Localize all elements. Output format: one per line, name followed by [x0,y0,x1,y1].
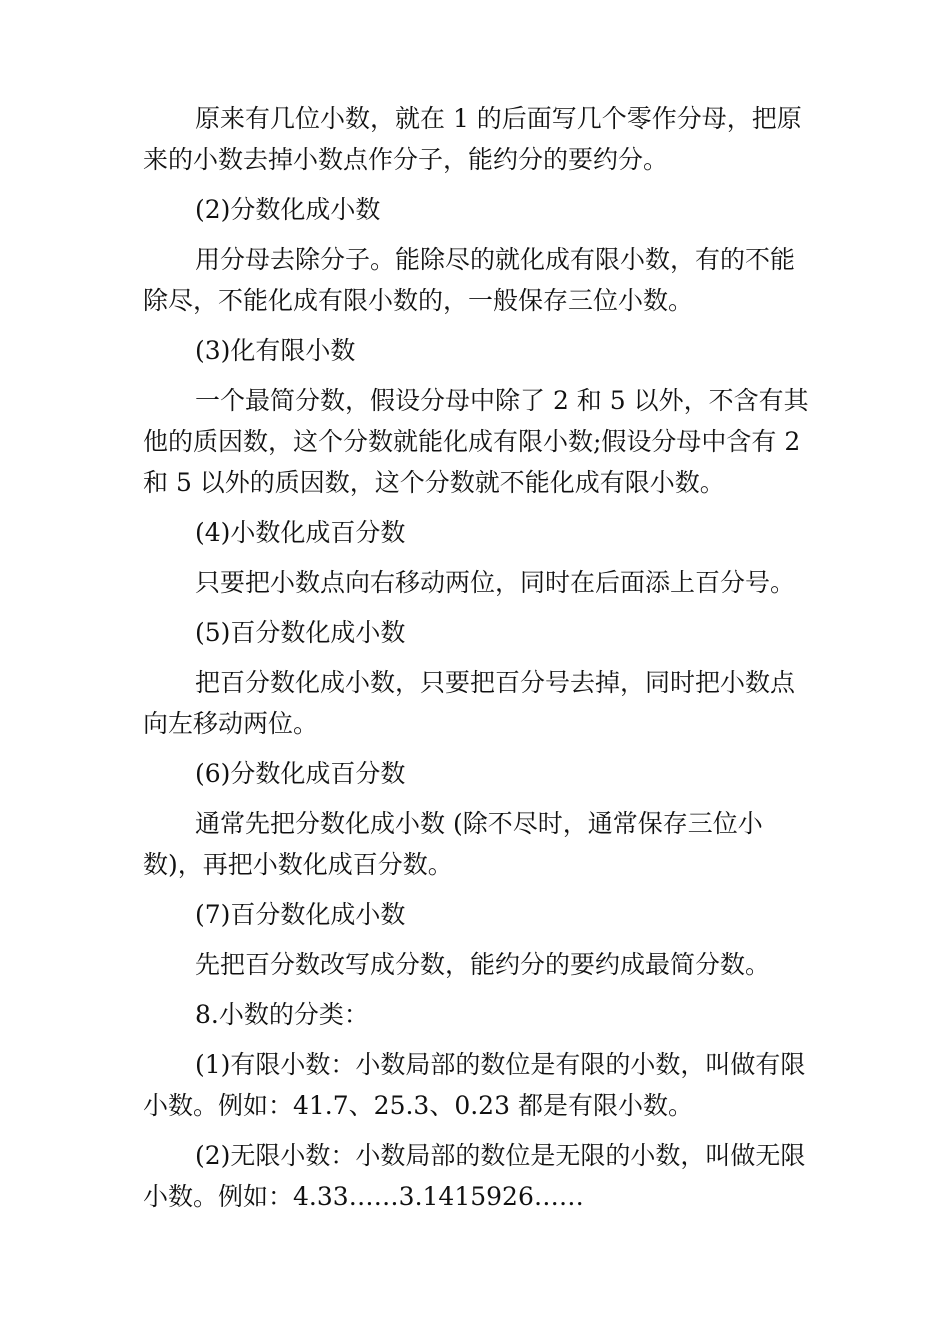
heading-percent-to-decimal-2: (7)百分数化成小数 [195,900,406,929]
paragraph-fraction-to-percent: 通常先把分数化成小数 (除不尽时，通常保存三位小数)，再把小数化成百分数。 [143,809,763,879]
paragraph-finite-decimal-definition: (1)有限小数：小数局部的数位是有限的小数，叫做有限小数。例如：41.7、25.3、0.23 都是有限小数。 [143,1050,806,1120]
paragraph-finite-decimal: 一个最简分数，假设分母中除了 2 和 5 以外，不含有其他的质因数，这个分数就能化成有限小数;假设分母中含有 2 和 5 以外的质因数，这个分数就不能化成有限小数。 [143,386,809,497]
heading-decimal-to-percent: (4)小数化成百分数 [195,518,406,547]
paragraph-infinite-decimal-definition: (2)无限小数：小数局部的数位是无限的小数，叫做无限小数。例如：4.33……3.1415926…… [143,1141,806,1211]
heading-finite-decimal: (3)化有限小数 [195,336,356,365]
heading-percent-to-decimal: (5)百分数化成小数 [195,618,406,647]
paragraph-percent-to-decimal: 把百分数化成小数，只要把百分号去掉，同时把小数点向左移动两位。 [143,668,796,738]
document-body [143,98,811,1226]
paragraph-fraction-conversion-rule: 原来有几位小数，就在 1 的后面写几个零作分母，把原来的小数去掉小数点作分子，能约分的要约分。 [143,104,802,174]
paragraph-decimal-to-percent: 只要把小数点向右移动两位，同时在后面添上百分号。 [195,568,796,597]
heading-fraction-to-percent: (6)分数化成百分数 [195,759,406,788]
paragraph-percent-to-fraction: 先把百分数改写成分数，能约分的要约成最简分数。 [195,950,771,979]
paragraph-fraction-to-decimal: 用分母去除分子。能除尽的就化成有限小数，有的不能除尽，不能化成有限小数的，一般保存三位小数。 [143,245,796,315]
heading-decimal-classification: 8.小数的分类： [195,1000,369,1029]
heading-fraction-to-decimal: (2)分数化成小数 [195,195,381,224]
